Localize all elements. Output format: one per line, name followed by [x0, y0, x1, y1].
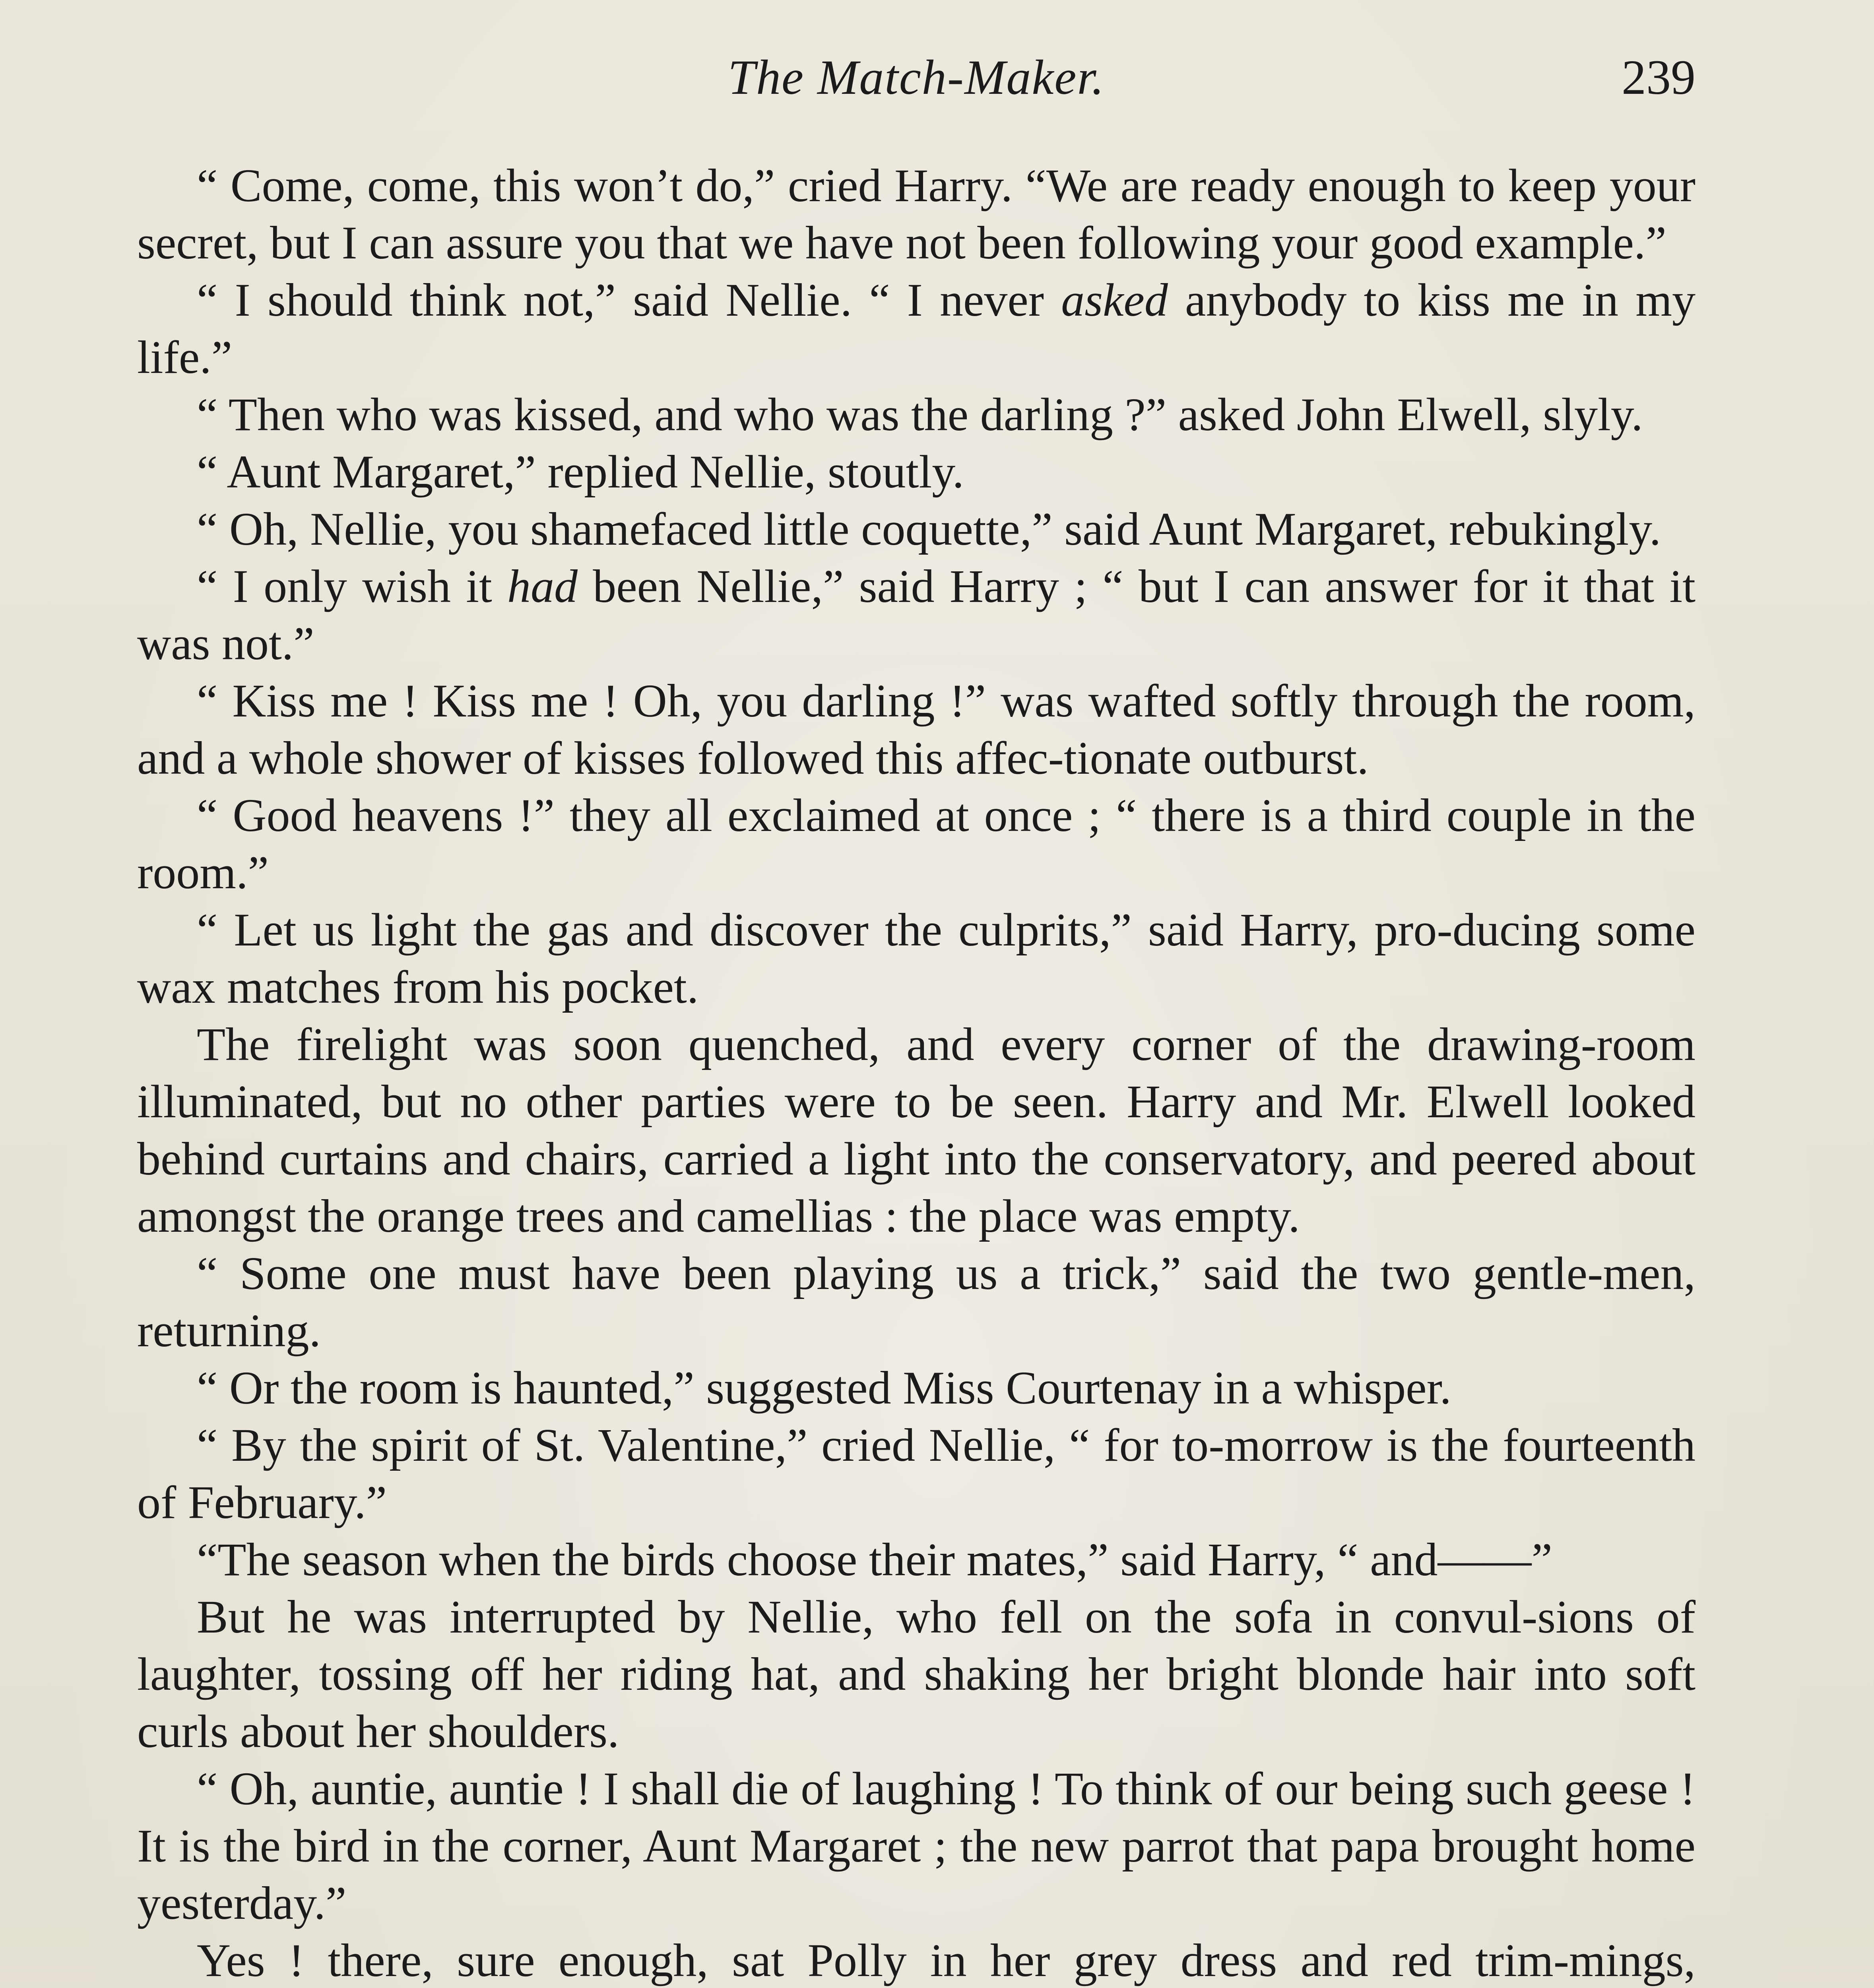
- paragraph: “ Then who was kissed, and who was the darling ?” asked John Elwell, slyly.: [197, 388, 1643, 441]
- page-number: 239: [1622, 50, 1696, 105]
- paragraph: “ Oh, Nellie, you shamefaced little coquette,” said Aunt Margaret, rebukingly.: [197, 503, 1661, 555]
- paragraph: “The season when the birds choose their mates,” said Harry, “ and——”: [197, 1534, 1552, 1586]
- paragraph: But he was interrupted by Nellie, who fell on the sofa in convul‑sions of laughter, tossing off her riding hat, and shaking her bright blonde hair into soft curls about her shoulders.: [137, 1591, 1696, 1757]
- paragraph: “ I should think not,” said Nellie. “ I never asked anybody to kiss me in my life.”: [137, 274, 1696, 383]
- paragraph: Yes ! there, sure enough, sat Polly in her grey dress and red trim‑mings,: [197, 1934, 1696, 1986]
- paragraph: “ I only wish it had been Nellie,” said Harry ; “ but I can answer for it that it was not.”: [137, 560, 1696, 670]
- paragraph: “ Some one must have been playing us a trick,” said the two gentle‑men, returning.: [137, 1247, 1696, 1357]
- paragraph: “ Good heavens !” they all exclaimed at once ; “ there is a third couple in the room.”: [137, 789, 1696, 899]
- paragraph: “ Come, come, this won’t do,” cried Harry. “We are ready enough to keep your secret, but I can assure you that we have not been following your good example.”: [137, 159, 1696, 269]
- paragraph: “ Oh, auntie, auntie ! I shall die of laughing ! To think of our being such geese ! It is the bird in the corner, Aunt Margaret ; the new parrot that papa brought home yesterday.”: [137, 1763, 1696, 1929]
- running-head: The Match-Maker.: [728, 50, 1105, 105]
- paragraph: “ Kiss me ! Kiss me ! Oh, you darling !” was wafted softly through the room, and a whole shower of kisses followed this affec‑tionate outburst.: [137, 675, 1696, 784]
- body-text: [137, 157, 1696, 1988]
- paragraph: The firelight was soon quenched, and every corner of the drawing-room illuminated, but no other parties were to be seen. Harry and Mr. Elwell looked behind curtains and chairs, carried a light into the conservatory, and peered about amongst the orange trees and camellias : the place was empty.: [137, 1018, 1696, 1242]
- paragraph: “ By the spirit of St. Valentine,” cried Nellie, “ for to-morrow is the fourteenth of February.”: [137, 1419, 1696, 1528]
- paragraph: “ Or the room is haunted,” suggested Miss Courtenay in a whisper.: [197, 1362, 1451, 1414]
- page-header: [137, 44, 1696, 111]
- paragraph: “ Aunt Margaret,” replied Nellie, stoutly.: [197, 446, 964, 498]
- paragraph: “ Let us light the gas and discover the culprits,” said Harry, pro‑ducing some wax matches from his pocket.: [137, 904, 1696, 1013]
